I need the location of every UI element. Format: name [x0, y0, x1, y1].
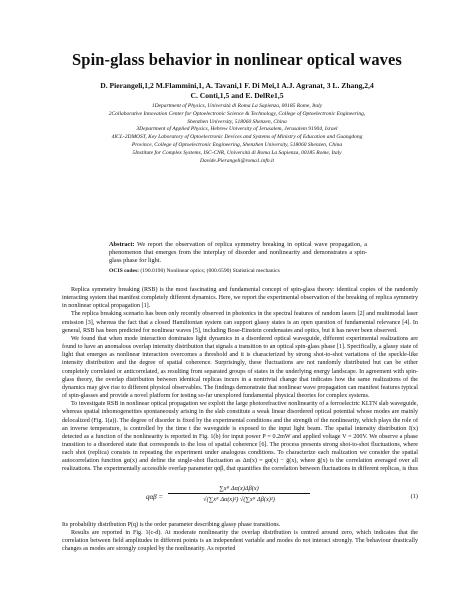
affiliation: 4ICL-2DMOST, Key Laboratory of Optoelectronic Devices and Systems of Ministry of Education and Guangdong Province, College of Optoelectronic Engineering, Shenzhen University, 518060 Shenzen, China: [111, 134, 363, 148]
abstract-text: We report the observation of replica symmetry breaking in optical wave propagation, a phenomenon that emerges from the interplay of disorder and nonlinearity and demonstrates a spin-glass phase for light.: [109, 241, 367, 265]
contact-email: Davide.Pierangeli@roma1.infn.it: [199, 157, 275, 164]
ocis-label: OCIS codes:: [109, 268, 139, 274]
paragraph: To investigate RSB in nonlinear optical propagation we exploit the large photorefractive nonlinearity of a ferroelectric KLTN slab waveguide, whereas spatial inhomogeneities spontaneously arising in the slab constitute a weak linear disordered optical potential whose modes are mainly delocalized (Fig. 1(a)). The degree of disorder is fixed by the experimental conditions and the strength of the nonlinearity, which plays the role of an inverse temperature, is controlled by the time t the waveguide is exposed to the input light beam. The spatial intensity distribution I(x) detected as a function of the nonlinearity is reported in Fig. 1(b) for input power P = 0.2mW and applied voltage V = 200V. We observe a phase transition to a disordered state that corresponds to the loss of spatial coherence [6]. The process presents strong shot-to-shot fluctuations, where each shot (replica) consists in repeating the experiment under analogous conditions. To characterize each realization we consider the spatial autocorrelation function gα(x) and define the single-shot fluctuation as Δα(x) = gα(x) − ḡ(x), where ḡ(x) is the correlation averaged over all realizations. The experimentally accessible overlap parameter qαβ, that quantifies the correlation between fluctuations in different replicas, is thus: [62, 401, 418, 473]
equation-denominator: √(∑xᴿ Δα(x)²) √(∑xᴿ Δβ(x)²): [203, 496, 275, 503]
equation-lhs: qαβ =: [146, 493, 164, 501]
paragraph: The replica breaking scenario has been only recently observed in photonics in the spectral features of random lasers [2] and multimodal laser emission [3], whereas the fact that a closed Hamiltonian system can support glassy states is an open question of fundamental relevance [4]. In general, RSB has been predicted for nonlinear waves [5], including Bose-Einstein condensates and optics, but it has never been observed.: [62, 311, 418, 334]
ocis-text: (190.0190) Nonlinear optics; (000.6590) Statistical mechanics: [139, 268, 280, 274]
paragraph: Results are reported in Fig. 1(c-d). At moderate nonlinearity the overlap distribution is centred around zero, which indicates that the correlation between field amplitudes in different points is an independent variable and modes do not interact strongly. The behaviour drastically changes as modes are strongly coupled by the nonlinearity. As reported: [62, 530, 418, 553]
ocis-codes: [109, 268, 367, 275]
equation-1: [62, 484, 418, 516]
abstract-label: Abstract:: [109, 241, 135, 248]
body-text-continued: [62, 521, 418, 554]
paper-title: Spin-glass behavior in nonlinear optical waves: [72, 50, 402, 69]
paragraph: We found that when mode interaction dominates light dynamics in a disordered optical waveguide, different experimental realizations are found to have an anomalous overlap intensity distribution that signals a transition to an optical spin-glass phase [1]. Specifically, a glassy state of light that emerges as nonlinear interaction overcomes a threshold and it is characterized by strong shot-to-shot variations of the speckle-like intensity distribution and the degree of spatial coherence. Surprisingly, these fluctuations are not randomly distributed but can be either completely correlated or anticorrelated, as resulting from separated groups of states in the underlying energy landscape. In agreement with spin-glass theory, the overlap distribution between identical replicas incurs in a nontrivial change that indicates how the same realizations of the dynamics may give rise to different physical observables. The findings demonstrate that nonlinear wave propagation can manifest features typical of spin-glasses and provide a novel platform for testing so-far unexplored fundamental physical theories for complex systems.: [62, 335, 418, 400]
author-list: D. Pierangeli,1,2 M.Flammini,1, A. Tavani,1 F. Di Mei,1 A.J. Agranat, 3 L. Zhang,2,4 C. Conti,1,5 and E. DelRe1,5: [100, 81, 374, 100]
affiliation: 1Department of Physics, Università di Roma La Sapienza, 00185 Rome, Italy: [151, 103, 323, 109]
paragraph: Its probability distribution P(q) is the order parameter describing glassy phase transitions.: [62, 522, 281, 528]
affiliation: 3Department of Applied Physics, Hebrew University of Jerusalem, Jerusalem 91904, Israel: [136, 126, 338, 133]
affiliations: [108, 103, 366, 165]
equation-numerator: ∑xᴿ Δα(x)Δβ(x): [168, 485, 310, 494]
body-text: [62, 286, 418, 474]
equation-number: (1): [410, 493, 418, 500]
equation-fraction: [168, 485, 310, 503]
abstract: [109, 241, 367, 266]
paragraph: Replica symmetry breaking (RSB) is the most fascinating and fundamental concept of spin-glass theory: identical copies of the randomly interacting system that manifest completely different dynamics. Here, we report the experimental observation of the breaking of replica symmetry in nonlinear optical propagation [1].: [62, 287, 418, 310]
affiliation: 5Institute for Complex Systems, ISC-CNR, Università di Roma La Sapienza, 00185 Rome, Italy: [132, 149, 342, 156]
affiliation: 2Collaborative Innovation Center for Optoelectronic Science & Technology, College of Optoelectronic Engineering, Shenzhen University, 518060 Shenzen, China: [108, 110, 366, 125]
